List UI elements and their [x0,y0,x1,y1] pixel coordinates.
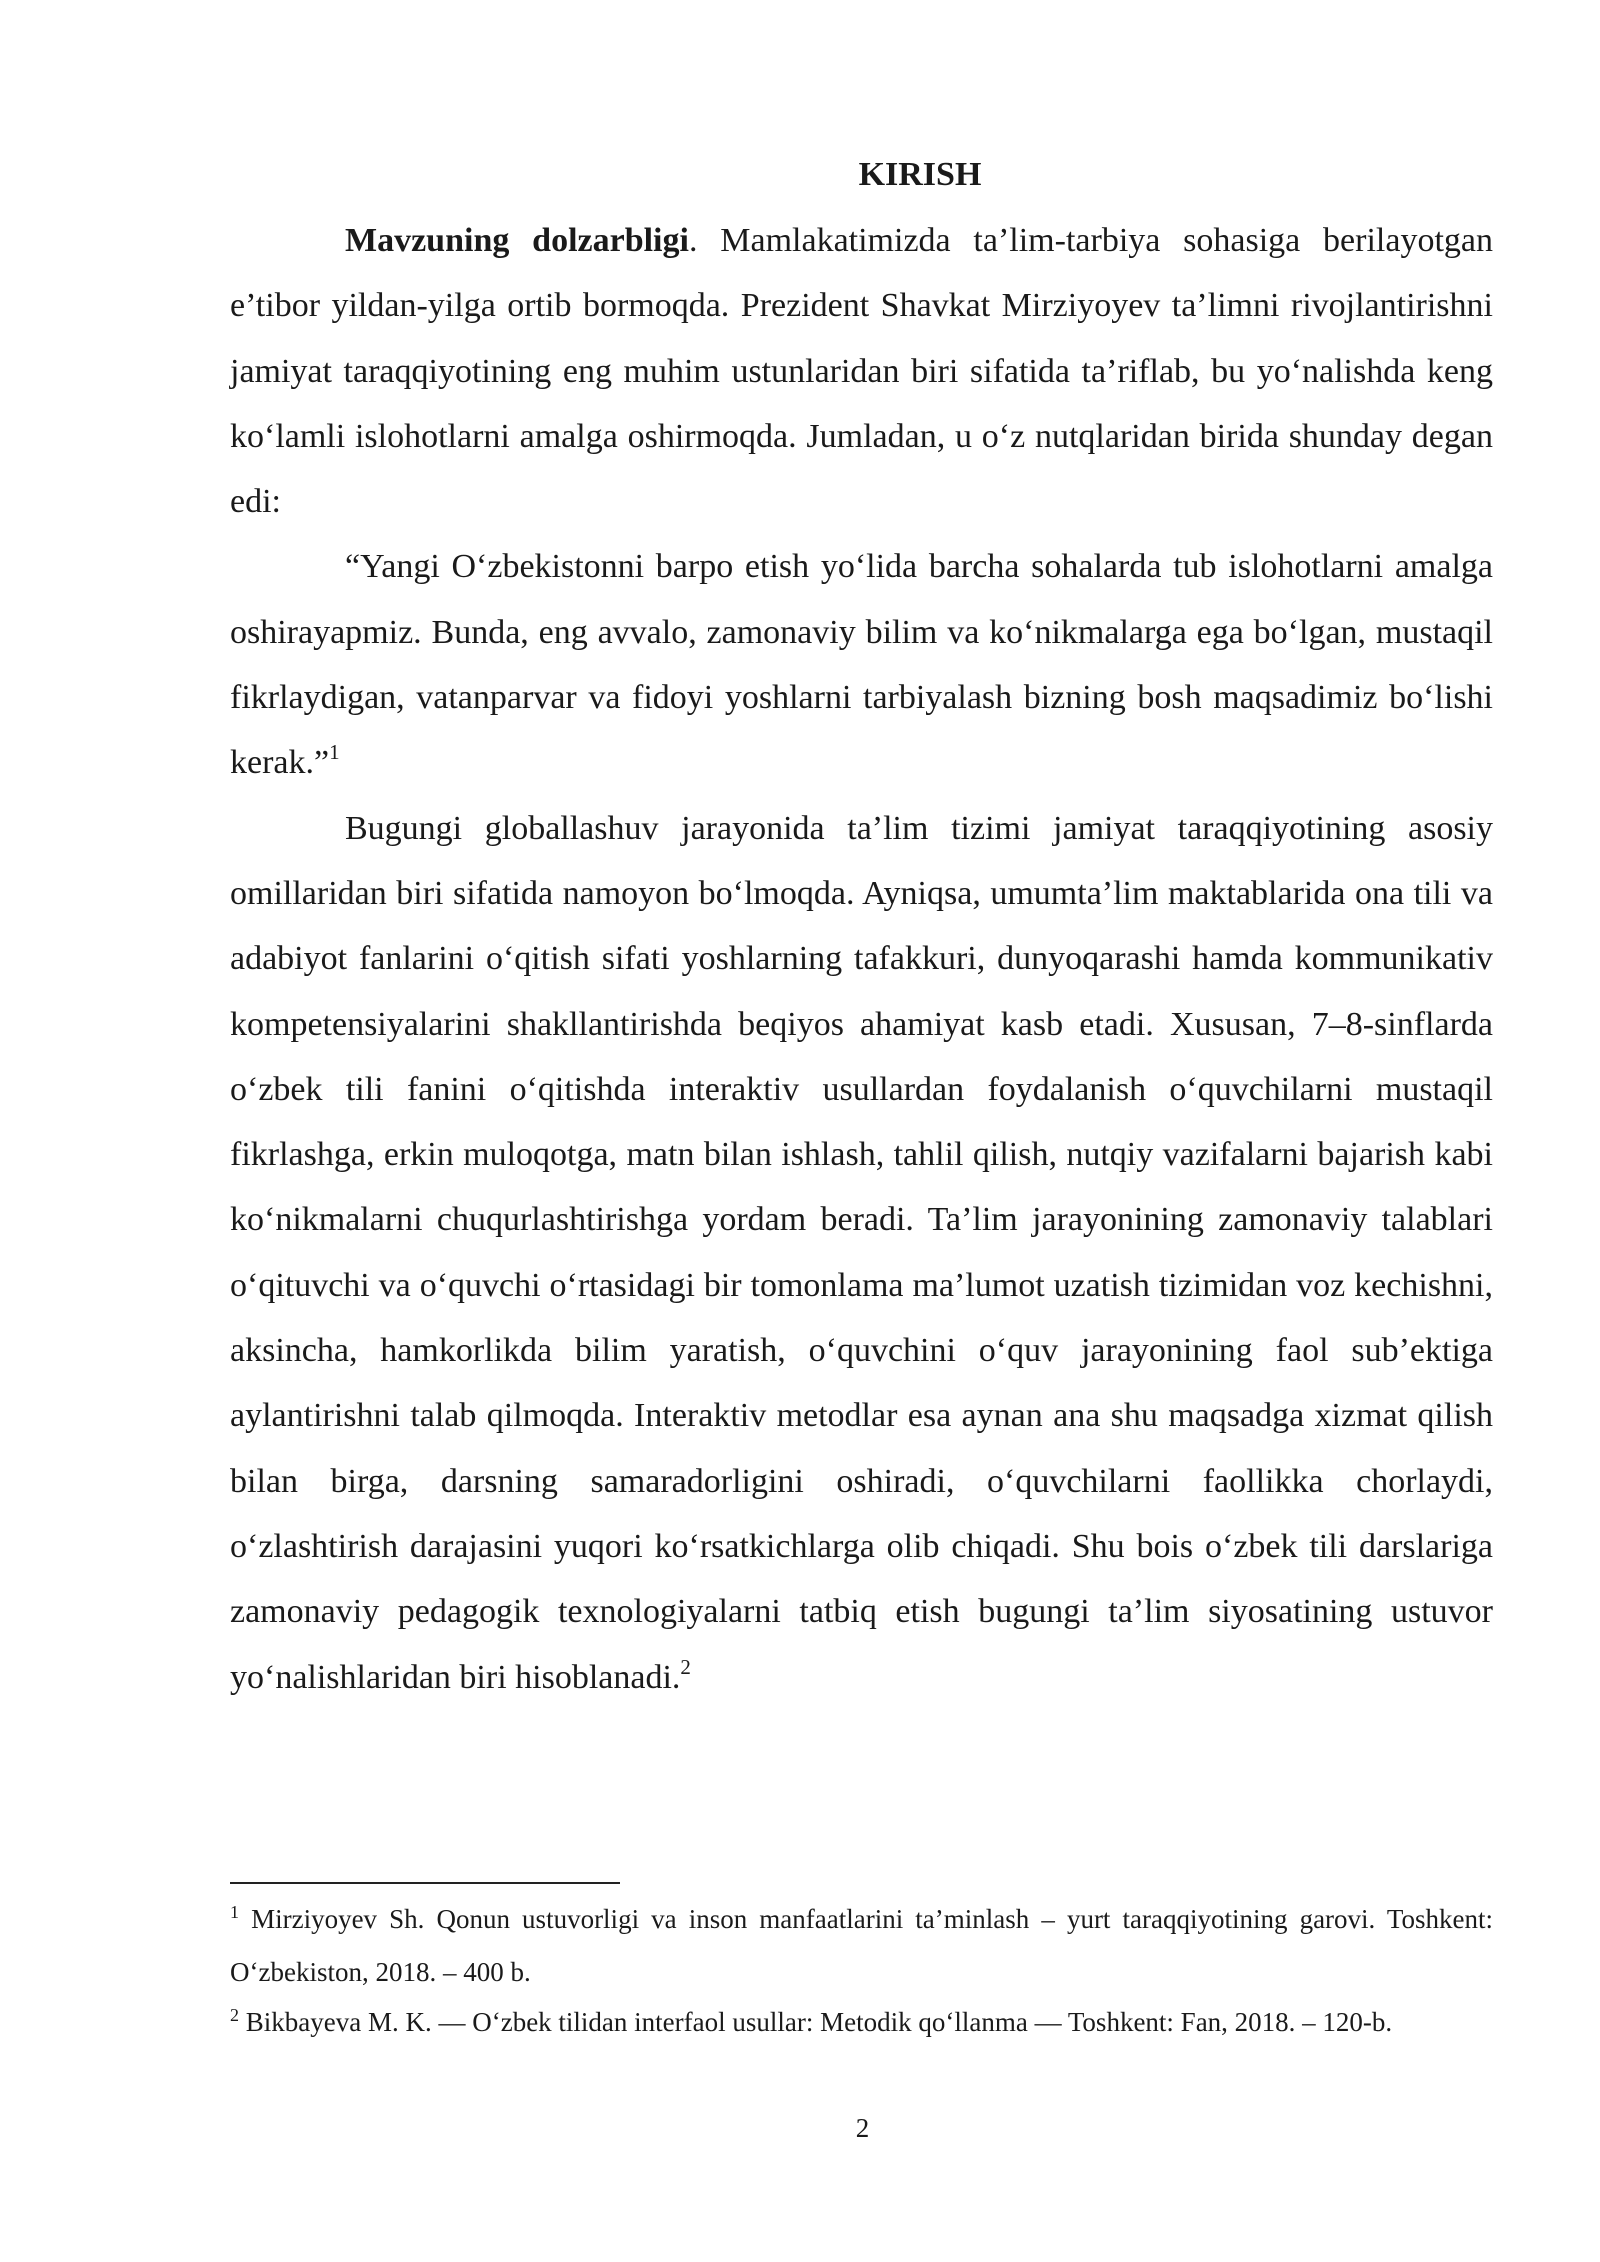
intro-paragraph-text: . Mamlakatimizda ta’lim-tarbiya sohasiga berilayotgan e’tibor yildan-yilga ortib bormoqda. Prezident Shavkat Mirziyoyev ta’limni rivojlantirishni jamiyat taraqqiyotining eng muhim ustunlaridan biri sifatida ta’riflab, bu yo‘nalishda keng ko‘lamli islohotlarni amalga oshirmoqda. Jumladan, u o‘z nutqlaridan birida shunday degan edi: [230,222,1493,521]
footnote-mark-2: 2 [230,2005,239,2025]
footnotes [230,1893,1493,2040]
footnote-ref-1[interactable]: 1 [329,740,340,765]
quote-paragraph [230,534,1493,795]
footnote-text-1: Mirziyoyev Sh. Qonun ustuvorligi va inson manfaatlarini ta’minlash – yurt taraqqiyotining garovi. Toshkent: O‘zbekiston, 2018. – 400 b. [230,1904,1493,1987]
footnote-1 [230,1893,1493,1999]
footnote-separator [230,1882,620,1884]
intro-paragraph [230,208,1493,534]
main-paragraph-text: Bugungi globallashuv jarayonida ta’lim tizimi jamiyat taraqqiyotining asosiy omillaridan biri sifatida namoyon bo‘lmoqda. Ayniqsa, umumta’lim maktablarida ona tili va adabiyot fanlarini o‘qitish sifati yoshlarning tafakkuri, dunyoqarashi hamda kommunikativ kompetensiyalarini shakllantirishda beqiyos ahamiyat kasb etadi. Xususan, 7–8-sinflarda o‘zbek tili fanini o‘qitishda interaktiv usullardan foydalanish o‘quvchilarni mustaqil fikrlashga, erkin muloqotga, matn bilan ishlash, tahlil qilish, nutqiy vazifalarni bajarish kabi ko‘nikmalarni chuqurlashtirishga yordam beradi. Ta’lim jarayonining zamonaviy talablari o‘qituvchi va o‘quvchi o‘rtasidagi bir tomonlama ma’lumot uzatish tizimidan voz kechishni, aksincha, hamkorlikda bilim yaratish, o‘quvchini o‘quv jarayonining faol sub’ektiga aylantirishni talab qilmoqda. Interaktiv metodlar esa aynan ana shu maqsadga xizmat qilish bilan birga, darsning samaradorligini oshiradi, o‘quvchilarni faollikka chorlaydi, o‘zlashtirish darajasini yuqori ko‘rsatkichlarga olib chiqadi. Shu bois o‘zbek tili darslariga zamonaviy pedagogik texnologiyalarni tatbiq etish bugungi ta’lim siyosatining ustuvor yo‘nalishlaridan biri hisoblanadi. [230,809,1493,1696]
section-heading: KIRISH [858,156,982,193]
topic-relevance-label: Mavzuning dolzarbligi [345,222,689,259]
body-text [230,208,1493,1710]
page-number: 2 [855,2113,870,2143]
footnote-2 [230,2004,1493,2040]
footnote-text-2: Bikbayeva M. K. — O‘zbek tilidan interfaol usullar: Metodik qo‘llanma — Toshkent: Fan, 2018. – 120-b. [239,2007,1393,2037]
quote-text: “Yangi O‘zbekistonni barpo etish yo‘lida barcha sohalarda tub islohotlarni amalga oshirayapmiz. Bunda, eng avvalo, zamonaviy bilim va ko‘nikmalarga ega bo‘lgan, mustaqil fikrlaydigan, vatanparvar va fidoyi yoshlarni tarbiyalash bizning bosh maqsadimiz bo‘lishi kerak.” [230,548,1493,782]
footnote-mark-1: 1 [230,1902,239,1922]
main-paragraph [230,796,1493,1710]
footnote-ref-2[interactable]: 2 [680,1654,691,1679]
